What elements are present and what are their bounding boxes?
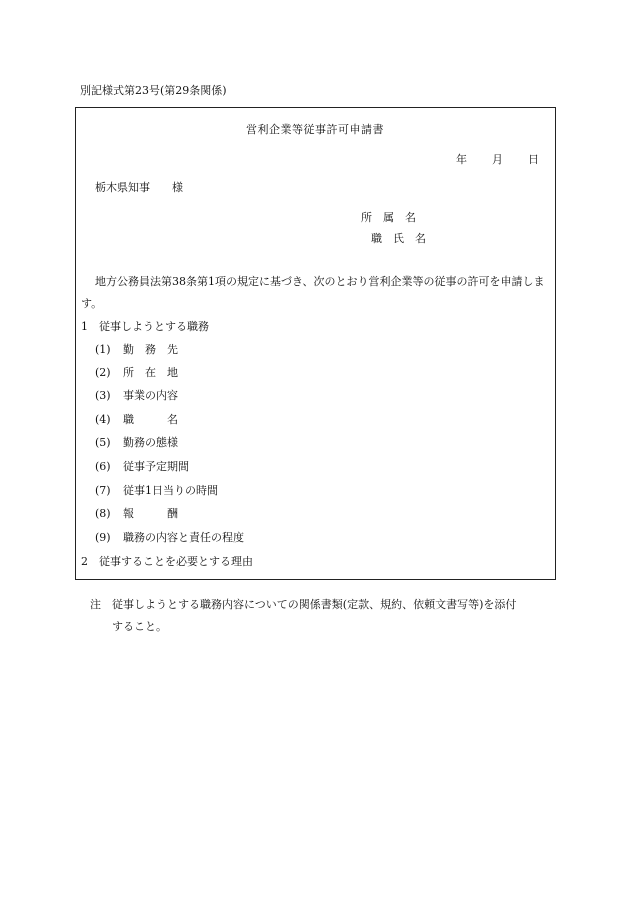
item-label: 所 在 地: [123, 366, 178, 379]
item-label: 従事1日当りの時間: [123, 484, 218, 497]
list-item: [95, 413, 178, 427]
addressee: 栃木県知事 様: [95, 181, 183, 194]
list-item: [95, 507, 178, 521]
item-number: (3): [95, 389, 111, 402]
item-label: 職 名: [123, 413, 178, 426]
document-title: 営利企業等従事許可申請書: [246, 123, 384, 136]
item-label: 報 酬: [123, 507, 178, 520]
item-number: (8): [95, 507, 111, 520]
item-label: 従事予定期間: [123, 460, 189, 473]
list-item: [95, 531, 244, 545]
item-label: 職務の内容と責任の程度: [123, 531, 244, 544]
item-number: (1): [95, 343, 111, 356]
footnote-line-1: 従事しようとする職務内容についての関係書類(定款、規約、依頼文書写等)を添付: [112, 598, 517, 611]
list-item: [95, 484, 218, 498]
section-2-heading: 2 従事することを必要とする理由: [81, 555, 253, 568]
date-month: 月: [492, 153, 503, 166]
section-1-heading: 1 従事しようとする職務: [81, 320, 209, 333]
item-number: (9): [95, 531, 111, 544]
list-item: [95, 366, 178, 380]
application-statement: [81, 271, 551, 315]
applicant-affiliation: 所 属 名: [361, 211, 416, 224]
applicant-name: 職 氏 名: [371, 232, 426, 245]
form-number: 別記様式第23号(第29条関係): [80, 84, 227, 97]
item-label: 勤務の態様: [123, 436, 178, 449]
date-day: 日: [528, 153, 539, 166]
item-number: (7): [95, 484, 111, 497]
date-year: 年: [456, 153, 467, 166]
application-statement-text: 地方公務員法第38条第1項の規定に基づき、次のとおり営利企業等の従事の許可を申請します。: [81, 275, 545, 310]
item-number: (5): [95, 436, 111, 449]
footnote-label: 注: [90, 598, 101, 611]
item-label: 事業の内容: [123, 389, 178, 402]
item-number: (2): [95, 366, 111, 379]
list-item: [95, 343, 178, 357]
list-item: [95, 436, 178, 450]
item-number: (6): [95, 460, 111, 473]
footnote: [90, 594, 560, 638]
footnote-line-2: すること。: [112, 620, 167, 633]
item-label: 勤 務 先: [123, 343, 178, 356]
list-item: [95, 460, 189, 474]
list-item: [95, 389, 178, 403]
item-number: (4): [95, 413, 111, 426]
